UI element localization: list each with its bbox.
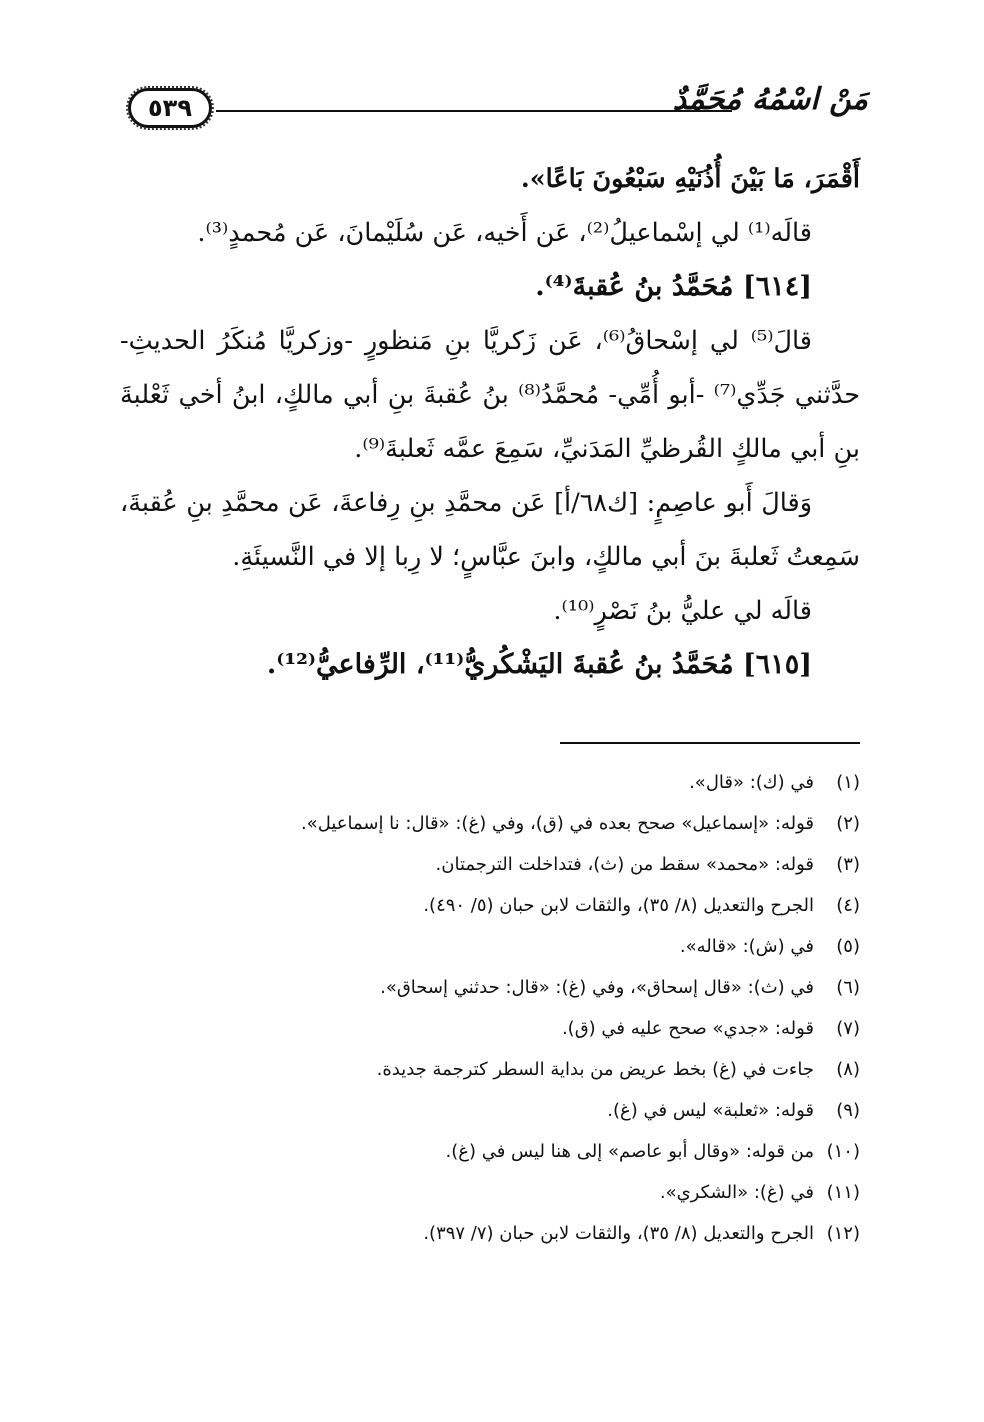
paragraph-narration-2: قالَ⁽⁵⁾ لي إسْحاقُ⁽⁶⁾، عَن زَكريَّا بنِ مَنظورٍ -وزكريَّا مُنكَرُ الحديثِ- حدَّثني جَدِّي⁽⁷⁾ -أبو أُمِّي- مُحمَّدُ⁽⁸⁾ بنُ عُقبةَ بنِ أبي مالكٍ، ابنُ أخي ثَعْلبةَ بنِ أبي مالكٍ القُرظيِّ المَدَنيِّ، سَمِعَ عمَّه ثَعلبةَ⁽⁹⁾.	[120, 326, 860, 464]
footnote-text: في (غ): «الشكري».	[659, 1182, 814, 1203]
paragraph-narration-1: قالَه⁽¹⁾ لي إسْماعيلُ⁽²⁾، عَن أَخيه، عَن سُلَيْمانَ، عَن مُحمدٍ⁽³⁾.	[197, 218, 812, 248]
footnote-text: قوله: «محمد» سقط من (ث)، فتداخلت الترجمتان.	[435, 854, 814, 875]
footnote-number: (١)	[836, 772, 860, 793]
footnote-item	[120, 926, 860, 967]
entry-heading-614: [٦١٤] مُحَمَّدُ بنُ عُقبةَ⁽⁴⁾.	[535, 271, 812, 302]
footnote-text: قوله: «جدي» صحح عليه في (ق).	[561, 1018, 814, 1039]
footnote-number: (٤)	[836, 895, 860, 916]
footnote-text: قوله: «إسماعيل» صحح بعده في (ق)، وفي (غ): «قال: نا إسماعيل».	[300, 813, 814, 834]
footnote-item	[120, 1213, 860, 1254]
paragraph-narration-3: وَقالَ أَبو عاصِمٍ: [ك٦٨/أ] عَن محمَّدِ بنِ رِفاعةَ، عَن محمَّدِ بنِ عُقبةَ، سَمِعتُ ثَعلبةَ بنَ أبي مالكٍ، وابنَ عبَّاسٍ؛ لا رِبا إلا في النَّسيئَةِ.	[120, 488, 860, 572]
footnote-text: من قوله: «وقال أبو عاصم» إلى هنا ليس في (غ).	[445, 1141, 814, 1162]
footnote-item	[120, 762, 860, 803]
footnote-item	[120, 1008, 860, 1049]
footnote-item	[120, 1049, 860, 1090]
main-text	[120, 152, 860, 692]
page-number-badge	[128, 88, 212, 128]
running-title: مَنْ اسْمُهُ مُحَمَّدٌ	[672, 82, 868, 117]
footnote-text: الجرح والتعديل (٨/ ٣٥)، والثقات لابن حبان (٧/ ٣٩٧).	[423, 1223, 814, 1244]
page-header	[128, 82, 868, 138]
footnote-text: جاءت في (غ) بخط عريض من بداية السطر كترجمة جديدة.	[376, 1059, 814, 1080]
footnote-number: (٣)	[836, 854, 860, 875]
paragraph-narration-4: قالَه لي عليُّ بنُ نَصْرٍ⁽¹⁰⁾.	[553, 596, 812, 626]
footnote-text: الجرح والتعديل (٨/ ٣٥)، والثقات لابن حبان (٥/ ٤٩٠).	[423, 895, 814, 916]
footnote-text: في (ث): «قال إسحاق»، وفي (غ): «قال: حدثني إسحاق».	[380, 977, 814, 998]
entry-heading-615: [٦١٥] مُحَمَّدُ بنُ عُقبةَ اليَشْكُريُّ⁽¹¹⁾، الرِّفاعيُّ⁽¹²⁾.	[266, 649, 812, 680]
footnote-number: (٨)	[836, 1059, 860, 1080]
footnote-item	[120, 1131, 860, 1172]
footnote-item	[120, 803, 860, 844]
footnote-number: (١١)	[826, 1182, 860, 1203]
footnotes-list	[120, 762, 860, 1254]
footnote-item	[120, 885, 860, 926]
footnote-number: (٥)	[836, 936, 860, 957]
text-line-continuation: أَقْمَرَ، مَا بَيْنَ أُذُنَيْهِ سَبْعُونَ بَاعًا».	[520, 164, 860, 194]
footnote-separator	[560, 742, 860, 744]
footnote-number: (٩)	[836, 1100, 860, 1121]
footnote-item	[120, 1172, 860, 1213]
footnote-number: (٦)	[836, 977, 860, 998]
footnote-text: في (ش): «قاله».	[679, 936, 814, 957]
footnote-number: (٧)	[836, 1018, 860, 1039]
footnote-item	[120, 967, 860, 1008]
footnote-number: (٢)	[836, 813, 860, 834]
page-number: ٥٣٩	[148, 94, 192, 122]
footnote-text: قوله: «ثعلبة» ليس في (غ).	[607, 1100, 814, 1121]
footnote-number: (١٢)	[826, 1223, 860, 1244]
footnote-text: في (ك): «قال».	[689, 772, 814, 793]
footnote-item	[120, 844, 860, 885]
header-rule	[216, 110, 732, 112]
footnote-item	[120, 1090, 860, 1131]
footnote-number: (١٠)	[826, 1141, 860, 1162]
